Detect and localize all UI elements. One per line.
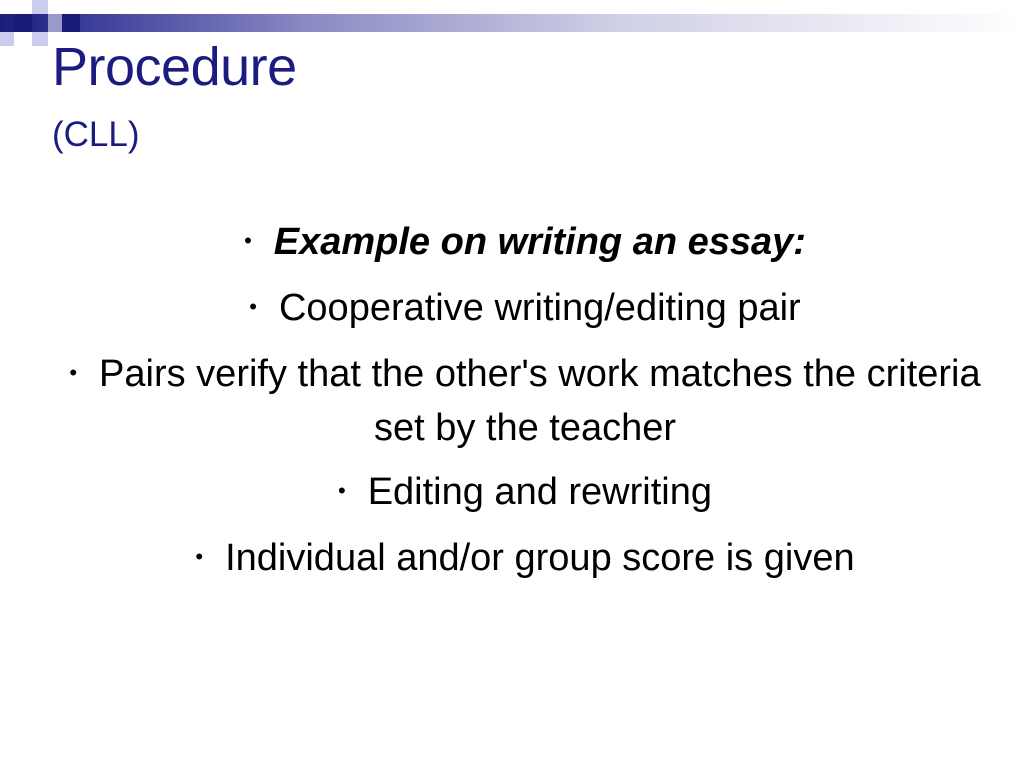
bullet-text: Example on writing an essay: (273, 221, 806, 263)
bullet-item (60, 216, 990, 270)
decorative-square (14, 14, 32, 32)
slide-title: Procedure (52, 37, 297, 97)
bullet-item (60, 348, 990, 454)
decorative-square (32, 32, 48, 46)
bullet-item (60, 532, 990, 586)
bullet-dot: • (337, 477, 346, 503)
bullet-text: Cooperative writing/editing pair (278, 286, 801, 329)
bullet-list (60, 216, 990, 598)
decorative-square (32, 0, 48, 14)
slide-subtitle: (CLL) (52, 115, 140, 154)
bullet-text: Individual and/or group score is given (225, 536, 855, 579)
bullet-dot: • (69, 359, 78, 385)
decorative-square (62, 14, 80, 32)
decorative-square (0, 32, 14, 46)
decorative-square (48, 14, 62, 32)
bullet-text: Editing and rewriting (367, 470, 712, 513)
bullet-item (60, 282, 990, 336)
bullet-item (60, 466, 990, 520)
top-decorative-band (0, 14, 1024, 32)
bullet-dot: • (249, 293, 257, 319)
bullet-dot: • (195, 543, 204, 569)
bullet-text: Pairs verify that the other's work matches the criteria set by the teacher (99, 352, 981, 449)
bullet-dot: • (244, 227, 252, 253)
